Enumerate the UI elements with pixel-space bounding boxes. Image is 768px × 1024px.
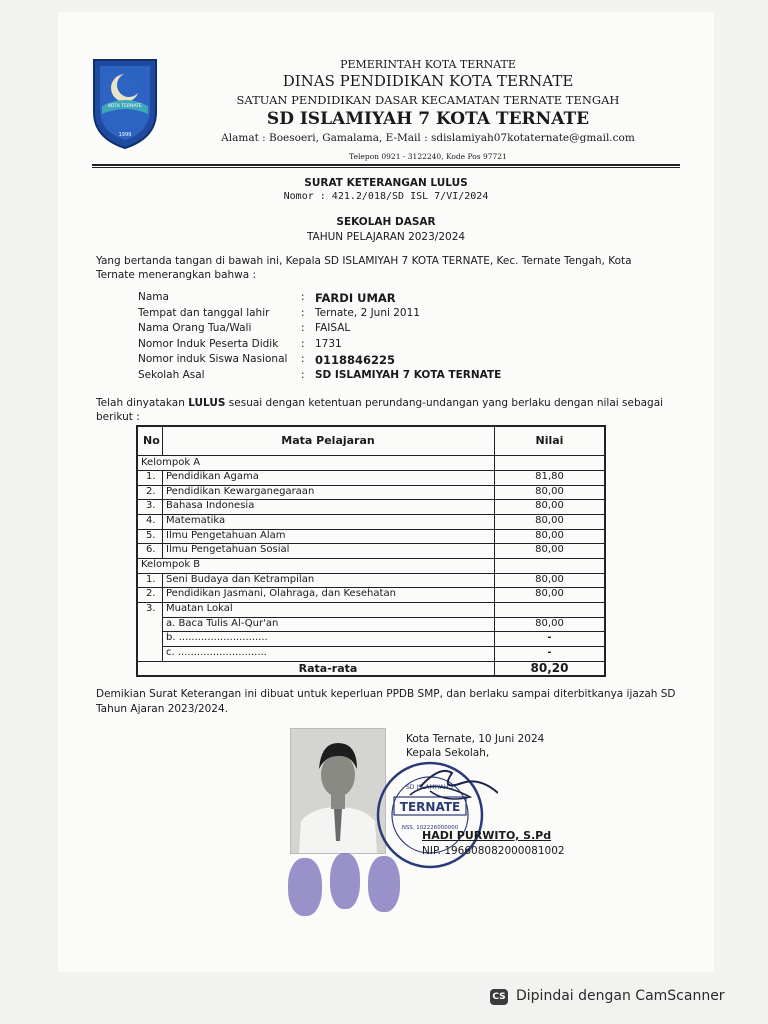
row-no: 3.	[146, 500, 156, 511]
emblem-caption: KOTA TERNATE	[108, 104, 142, 109]
passed-prefix: Telah dinyatakan	[96, 397, 189, 409]
identity-colon: :	[301, 307, 305, 319]
identity-label: Nama Orang Tua/Wali	[138, 322, 252, 334]
principal-nip: NIP. 196608082000081002	[422, 845, 565, 857]
school-phone: Telepon 0921 - 3122240, Kode Pos 97721	[349, 152, 507, 161]
fingerprint-mark	[288, 858, 322, 916]
row-subject: Seni Budaya dan Ketrampilan	[166, 574, 315, 585]
row-no: 6.	[146, 544, 156, 555]
local-score: -	[547, 647, 552, 658]
stamp-city: TERNATE	[399, 800, 461, 814]
identity-label: Nama	[138, 291, 169, 303]
passed-status: LULUS	[188, 397, 226, 409]
sign-place-date: Kota Ternate, 10 Juni 2024	[406, 733, 545, 745]
grades-table	[136, 425, 606, 677]
identity-value: FARDI UMAR	[315, 291, 396, 305]
passed-line-2: berikut :	[96, 411, 140, 423]
stamp-nss: NSS. 102226000000	[401, 825, 459, 831]
average-label: Rata-rata	[298, 662, 358, 675]
local-score: -	[547, 632, 552, 643]
grid-line	[138, 455, 604, 456]
passed-suffix: sesuai dengan ketentuan perundang-undangan yang berlaku dengan nilai sebagai	[225, 397, 664, 409]
intro-line-1: Yang bertanda tangan di bawah ini, Kepala SD ISLAMIYAH 7 KOTA TERNATE, Kec. Ternate Tengah, Kota	[96, 255, 632, 267]
emblem-year: 1999	[118, 132, 132, 138]
row-subject: Matematika	[166, 515, 226, 526]
stamp-school: SD ISLAMIYAH 7	[406, 784, 454, 791]
row-score: 80,00	[535, 486, 564, 497]
identity-value: 1731	[315, 338, 342, 350]
header-no: No	[143, 434, 160, 447]
doc-title: SURAT KETERANGAN LULUS	[304, 177, 468, 189]
unit-line: SATUAN PENDIDIKAN DASAR KECAMATAN TERNATE TENGAH	[236, 93, 620, 107]
local-score: 80,00	[535, 618, 564, 629]
header-rule-thin	[92, 167, 680, 168]
closing-line-1: Demikian Surat Keterangan ini dibuat untuk keperluan PPDB SMP, dan berlaku sampai diterbitkanya ijazah SD	[96, 688, 676, 700]
passed-line-1	[96, 396, 678, 411]
row-subject: Ilmu Pengetahuan Sosial	[166, 544, 290, 555]
identity-label: Nomor Induk Peserta Didik	[138, 338, 279, 350]
identity-value: SD ISLAMIYAH 7 KOTA TERNATE	[315, 369, 502, 381]
school-address: Alamat : Boesoeri, Gamalama, E-Mail : sdislamiyah07kotaternate@gmail.com	[221, 132, 635, 144]
fingerprint-mark	[330, 853, 360, 909]
identity-colon: :	[301, 369, 305, 381]
identity-colon: :	[301, 322, 305, 334]
row-score: 81,80	[535, 471, 564, 482]
local-subject: b. ............................	[166, 632, 268, 643]
row-score: 80,00	[535, 515, 564, 526]
identity-colon: :	[301, 338, 305, 350]
row-score: 80,00	[535, 588, 564, 599]
gov-line: PEMERINTAH KOTA TERNATE	[340, 58, 516, 71]
row-score: 80,00	[535, 574, 564, 585]
local-subject: a. Baca Tulis Al-Qur'an	[166, 618, 279, 629]
header-subject: Mata Pelajaran	[281, 434, 375, 447]
doc-number: Nomor : 421.2/018/SD ISL 7/VI/2024	[283, 191, 489, 202]
identity-label: Nomor induk Siswa Nasional	[138, 353, 288, 365]
intro-line-2: Ternate menerangkan bahwa :	[96, 269, 257, 281]
agency-line: DINAS PENDIDIKAN KOTA TERNATE	[282, 72, 574, 90]
row-no: 4.	[146, 515, 156, 526]
identity-value: FAISAL	[315, 322, 351, 334]
row-score: 80,00	[535, 530, 564, 541]
doc-year: TAHUN PELAJARAN 2023/2024	[306, 231, 466, 243]
kota-ternate-emblem	[92, 58, 158, 150]
closing-line-2: Tahun Ajaran 2023/2024.	[96, 703, 229, 715]
identity-value: Ternate, 2 Juni 2011	[315, 307, 420, 319]
row-score: 80,00	[535, 544, 564, 555]
principal-name: HADI PURWITO, S.Pd	[422, 829, 552, 842]
camscanner-icon: CS	[490, 989, 508, 1005]
row-subject: Pendidikan Kewarganegaraan	[166, 486, 315, 497]
row-no: 5.	[146, 530, 156, 541]
identity-colon: :	[301, 353, 305, 365]
row-no: 2.	[146, 486, 156, 497]
row-subject: Ilmu Pengetahuan Alam	[166, 530, 286, 541]
group-b-label: Kelompok B	[141, 559, 201, 570]
group-a-label: Kelompok A	[141, 457, 201, 468]
camscanner-text: Dipindai dengan CamScanner	[516, 988, 725, 1004]
camscanner-watermark	[476, 983, 734, 1011]
identity-colon: :	[301, 291, 305, 303]
row-no: 1.	[146, 471, 156, 482]
average-value: 80,20	[530, 661, 569, 675]
identity-value: 0118846225	[315, 353, 396, 367]
row-subject: Bahasa Indonesia	[166, 500, 255, 511]
row-score: 80,00	[535, 500, 564, 511]
row-subject: Muatan Lokal	[166, 603, 233, 614]
row-no: 1.	[146, 574, 156, 585]
school-stamp	[370, 757, 498, 875]
school-name: SD ISLAMIYAH 7 KOTA TERNATE	[266, 109, 590, 129]
row-subject: Pendidikan Jasmani, Olahraga, dan Kesehatan	[166, 588, 396, 599]
sign-role: Kepala Sekolah,	[406, 747, 490, 759]
identity-label: Tempat dan tanggal lahir	[138, 307, 270, 319]
local-subject: c. ............................	[166, 647, 267, 658]
identity-label: Sekolah Asal	[138, 369, 205, 381]
header-rule-thick	[92, 164, 680, 166]
header-score: Nilai	[535, 434, 564, 447]
doc-level: SEKOLAH DASAR	[336, 216, 436, 228]
grid-line	[138, 558, 604, 559]
row-no: 2.	[146, 588, 156, 599]
row-no: 3.	[146, 603, 156, 614]
row-subject: Pendidikan Agama	[166, 471, 259, 482]
